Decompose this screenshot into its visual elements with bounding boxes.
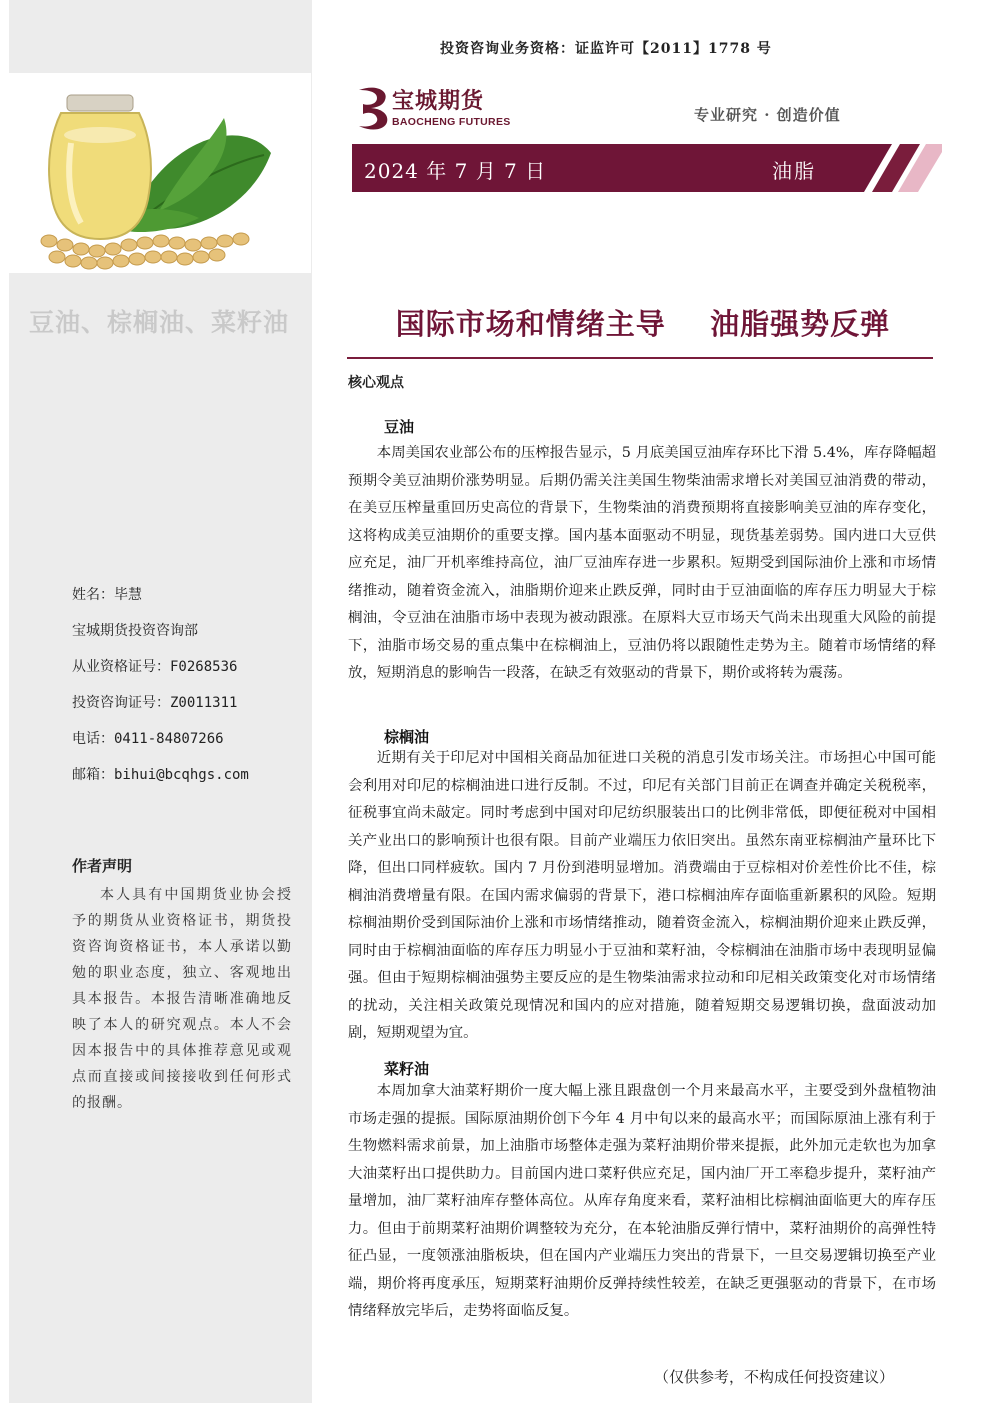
analyst-email[interactable]: 邮箱：bihui@bcqhgs.com bbox=[72, 767, 249, 783]
section-heading-rapeseed-oil: 菜籽油 bbox=[384, 1060, 430, 1078]
company-name-cn: 宝城期货 bbox=[392, 88, 485, 114]
analyst-name: 姓名：毕慧 bbox=[72, 587, 142, 603]
sidebar-title: 豆油、棕榈油、菜籽油 bbox=[28, 308, 289, 337]
analyst-cert: 从业资格证号：F0268536 bbox=[72, 659, 238, 675]
report-headline: 国际市场和情绪主导 油脂强势反弹 bbox=[395, 307, 891, 341]
company-name-en: BAOCHENG FUTURES bbox=[392, 116, 511, 128]
section-heading-soybean-oil: 豆油 bbox=[384, 418, 415, 436]
section-body-rapeseed-oil: 本周加拿大油菜籽期价一度大幅上涨且跟盘创一个月来最高水平，主要受到外盘植物油市场走强的提振。国际原油期价创下今年 4 月中旬以来的最高水平；而国际原油上涨有利于生物燃料需求前景，加上油脂市场整体走强为菜籽油期价带来提振，此外加元走软也为加拿大油菜籽出口提供助力。目前国内进口菜籽供应充足，国内油厂开工率稳步提升，菜籽油产量增加，油厂菜籽油库存整体高位。从库存角度来看，菜籽油相比棕榈油面临更大的库存压力。但由于前期菜籽油期价调整较为充分，在本轮油脂反弹行情中，菜籽油期价的高弹性特征凸显，一度领涨油脂板块，但在国内产业端压力突出的背景下，一旦交易逻辑切换至产业端，期价将再度承压，短期菜籽油期价反弹持续性较差，在缺乏更强驱动的背景下，在市场情绪释放完毕后，走势将面临反复。 bbox=[348, 1083, 936, 1319]
analyst-info bbox=[72, 585, 302, 801]
report-date: 2024 年 7 月 7 日 bbox=[364, 159, 547, 183]
core-label: 核心观点 bbox=[348, 375, 404, 391]
analyst-phone: 电话：0411-84807266 bbox=[72, 731, 224, 747]
section-body-soybean-oil: 本周美国农业部公布的压榨报告显示，5 月底美国豆油库存环比下滑 5.4%，库存降幅超预期令美豆油期价涨势明显。后期仍需关注美国生物柴油需求增长对美国豆油消费的带动，在美豆压榨量重回历史高位的背景下，生物柴油的消费预期将直接影响美豆油的库存变化，这将构成美豆油期价的重要支撑。国内基本面驱动不明显，现货基差弱势。国内进口大豆供应充足，油厂开机率维持高位，油厂豆油库存进一步累积。短期受到国际油价上涨和市场情绪推动，随着资金流入，油脂期价迎来止跌反弹，同时由于豆油面临的库存压力明显大于棕榈油，令豆油在油脂市场中表现为被动跟涨。在原料大豆市场天气尚未出现重大风险的前提下，油脂市场交易的重点集中在棕榈油上，豆油仍将以跟随性走势为主。随着市场情绪的释放，短期消息的影响告一段落，在缺乏有效驱动的背景下，期价或将转为震荡。 bbox=[348, 445, 936, 681]
report-category: 油脂 bbox=[772, 159, 816, 183]
declaration-body: 本人具有中国期货业协会授予的期货从业资格证书，期货投资咨询资格证书，本人承诺以勤勉的职业态度，独立、客观地出具本报告。本报告清晰准确地反映了本人的研究观点。本人不会因本报告中的具体推荐意见或观点而直接或间接接收到任何形式的报酬。 bbox=[72, 887, 292, 1111]
analyst-advisory: 投资咨询证号：Z0011311 bbox=[72, 695, 238, 711]
hero-image bbox=[9, 73, 311, 273]
declaration-title: 作者声明 bbox=[72, 857, 133, 875]
headline-divider bbox=[347, 357, 933, 359]
analyst-dept: 宝城期货投资咨询部 bbox=[72, 623, 198, 639]
slogan: 专业研究 · 创造价值 bbox=[694, 106, 841, 124]
license-text: 投资咨询业务资格：证监许可【2011】1778 号 bbox=[440, 41, 772, 57]
section-body-palm-oil: 近期有关于印尼对中国相关商品加征进口关税的消息引发市场关注。市场担心中国可能会利用对印尼的棕榈油进口进行反制。不过，印尼有关部门目前正在调查并确定关税税率，征税事宜尚未敲定。同时考虑到中国对印尼纺织服装出口的比例非常低，即便征税对中国相关产业出口的影响预计也很有限。目前产业端压力依旧突出。虽然东南亚棕榈油产量环比下降，但出口同样疲软。国内 7 月份到港明显增加。消费端由于豆棕相对价差性价比不佳，棕榈油消费增量有限。在国内需求偏弱的背景下，港口棕榈油库存面临重新累积的风险。短期棕榈油期价受到国际油价上涨和市场情绪推动，随着资金流入，棕榈油期价迎来止跌反弹，同时由于棕榈油面临的库存压力明显小于豆油和菜籽油，令棕榈油在油脂市场中表现明显偏强。但由于短期棕榈油强势主要反应的是生物柴油需求拉动和印尼相关政策变化对市场情绪的扰动，关注相关政策兑现情况和国内的应对措施，随着短期交易逻辑切换，盘面波动加剧，短期观望为宜。 bbox=[348, 750, 936, 1041]
disclaimer: （仅供参考，不构成任何投资建议） bbox=[654, 1368, 895, 1386]
section-heading-palm-oil: 棕榈油 bbox=[384, 728, 430, 746]
